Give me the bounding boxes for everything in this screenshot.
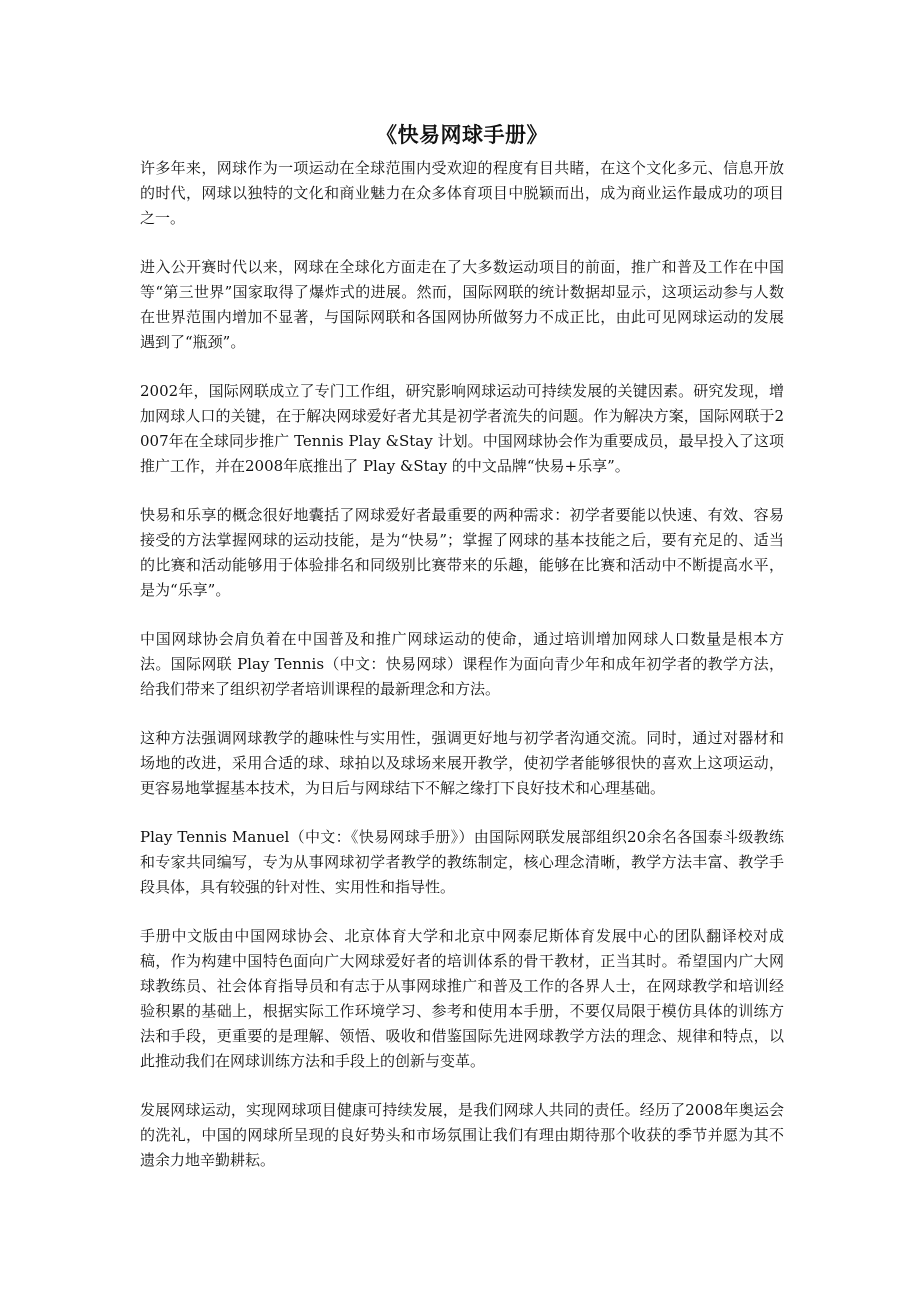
paragraph-1: 许多年来，网球作为一项运动在全球范围内受欢迎的程度有目共睹，在这个文化多元、信息开放的时代，网球以独特的文化和商业魅力在众多体育项目中脱颖而出，成为商业运作最成功的项目之一。 [140,159,784,227]
document-page [140,120,784,1197]
paragraph-3: 2002年，国际网联成立了专门工作组，研究影响网球运动可持续发展的关键因素。研究发现，增加网球人口的关键，在于解决网球爱好者尤其是初学者流失的问题。作为解决方案，国际网联于2007年在全球同步推广 Tennis Play &Stay 计划。中国网球协会作为重要成员，最早投入了这项推广工作，并在2008年底推出了 Play &Stay 的中文品牌“快易+乐享”。 [140,382,784,475]
document-title: 《快易网球手册》 [376,123,548,147]
paragraph-8: 手册中文版由中国网球协会、北京体育大学和北京中网泰尼斯体育发展中心的团队翻译校对成稿，作为构建中国特色面向广大网球爱好者的培训体系的骨干教材，正当其时。希望国内广大网球教练员、社会体育指导员和有志于从事网球推广和普及工作的各界人士，在网球教学和培训经验积累的基础上，根据实际工作环境学习、参考和使用本手册，不要仅局限于模仿具体的训练方法和手段，更重要的是理解、领悟、吸收和借鉴国际先进网球教学方法的理念、规律和特点，以此推动我们在网球训练方法和手段上的创新与变革。 [140,927,784,1070]
paragraph-9: 发展网球运动，实现网球项目健康可持续发展，是我们网球人共同的责任。经历了2008年奥运会的洗礼，中国的网球所呈现的良好势头和市场氛围让我们有理由期待那个收获的季节并愿为其不遗余力地辛勤耕耘。 [140,1101,784,1169]
paragraph-7: Play Tennis Manuel（中文：《快易网球手册》）由国际网联发展部组织20余名各国泰斗级教练和专家共同编写，专为从事网球初学者教学的教练制定，核心理念清晰，教学方法丰富、教学手段具体，具有较强的针对性、实用性和指导性。 [140,828,784,896]
paragraph-5: 中国网球协会肩负着在中国普及和推广网球运动的使命，通过培训增加网球人口数量是根本方法。国际网联 Play Tennis（中文：快易网球）课程作为面向青少年和成年初学者的教学方法，给我们带来了组织初学者培训课程的最新理念和方法。 [140,630,784,698]
paragraph-4: 快易和乐享的概念很好地囊括了网球爱好者最重要的两种需求：初学者要能以快速、有效、容易接受的方法掌握网球的运动技能，是为“快易”；掌握了网球的基本技能之后，要有充足的、适当的比赛和活动能够用于体验排名和同级别比赛带来的乐趣，能够在比赛和活动中不断提高水平，是为“乐享”。 [140,506,784,599]
paragraph-6: 这种方法强调网球教学的趣味性与实用性，强调更好地与初学者沟通交流。同时，通过对器材和场地的改进，采用合适的球、球拍以及球场来展开教学，使初学者能够很快的喜欢上这项运动，更容易地掌握基本技术，为日后与网球结下不解之缘打下良好技术和心理基础。 [140,729,784,797]
paragraph-2: 进入公开赛时代以来，网球在全球化方面走在了大多数运动项目的前面，推广和普及工作在中国等“第三世界”国家取得了爆炸式的进展。然而，国际网联的统计数据却显示，这项运动参与人数在世界范围内增加不显著，与国际网联和各国网协所做努力不成正比，由此可见网球运动的发展遇到了“瓶颈”。 [140,258,784,351]
